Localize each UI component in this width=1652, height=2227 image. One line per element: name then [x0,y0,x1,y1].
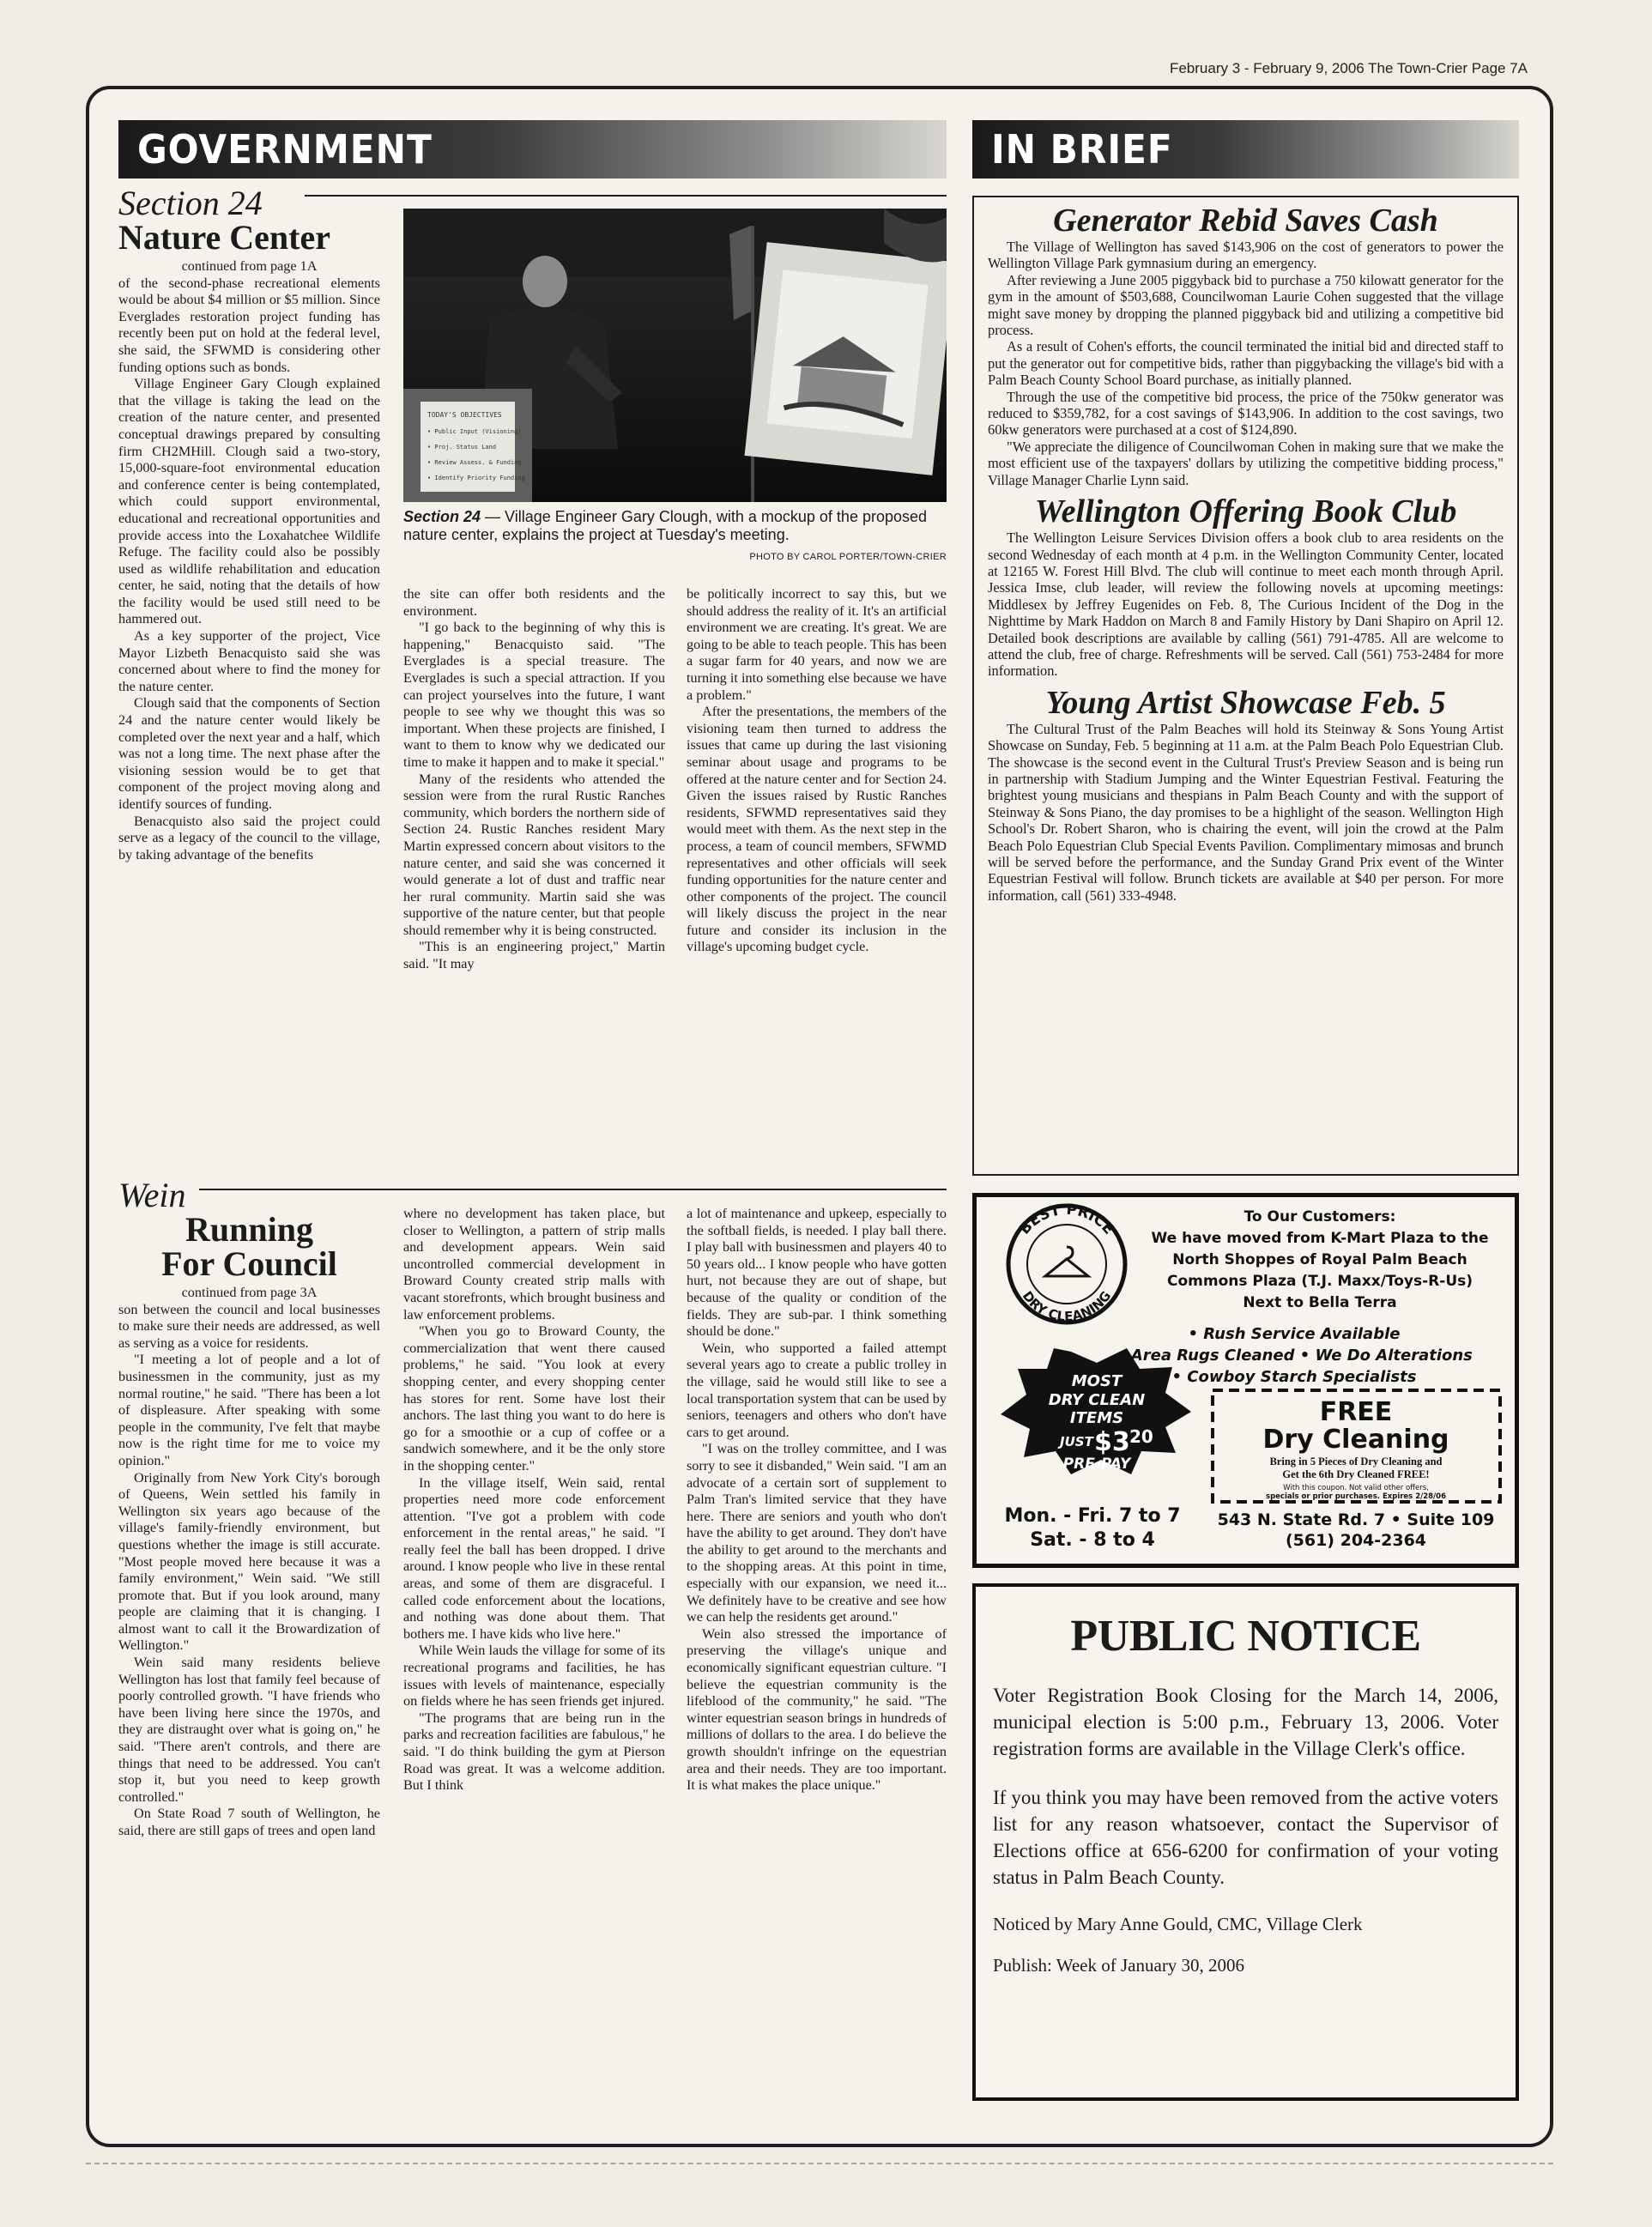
ad-notice-line: North Shoppes of Royal Palm Beach [1172,1251,1467,1268]
star-cents: 20 [1129,1426,1153,1447]
brief-body [988,530,1504,680]
page-folio: February 3 - February 9, 2006 The Town-Crier Page 7A [1169,60,1528,76]
star-line: DRY CLEAN [1048,1391,1146,1409]
wein-headline-line-1: Running [185,1210,313,1249]
brief-body [988,239,1504,488]
ad-artwork [977,1197,1515,1564]
ad-notice-line: Commons Plaza (T.J. Maxx/Toys-R-Us) [1166,1273,1473,1290]
nature-col2-para: "This is an engineering project," Martin said. "It may [403,939,665,972]
ad-hours-2: Sat. - 8 to 4 [1030,1529,1155,1551]
wein-column-1 [118,1178,380,2097]
nature-column-1 [118,186,380,1160]
best-price-logo [1008,1201,1125,1324]
photo-caption-lead: Section 24 [403,508,481,525]
coupon-fine-2: specials or prior purchases. Expires 2/28/06 [1266,1492,1446,1501]
wein-col1-para: "I meeting a lot of people and a lot of businessmen in the community, just as my normal routine," he said. "There has been a lot of displeasure. After speaking with some people in the community, I've felt that maybe now is the right time for me to voice my opinion." [118,1352,380,1468]
wein-col2-para: where no development has taken place, but closer to Wellington, a pattern of strip malls and development appears. Wein said uncontrolled commercial development in Broward County created strip malls with vacant storefronts, which brought business and law enforcement problems. [403,1206,665,1322]
brief-headline: Wellington Offering Book Club [1034,493,1457,530]
star-line: ITEMS [1069,1409,1124,1427]
government-banner-label: GOVERNMENT [137,126,433,172]
news-photo [403,209,947,502]
photo-sign-line: • Public Input (Visioning) [427,428,522,435]
public-notice-title: PUBLIC NOTICE [1070,1612,1421,1661]
logo-top-text: BEST PRICE [1016,1201,1117,1238]
government-banner [118,120,947,179]
svg-text:BEST PRICE [1016,1201,1117,1238]
photo-sign-line: TODAY'S OBJECTIVES [427,411,502,419]
star-line: PRE-PAY [1062,1455,1131,1473]
wein-col3-para: a lot of maintenance and upkeep, especially to the softball fields, is needed. I play ball there. I play ball with businessmen and players 40 to 50 years old... I know people who have gotten hurt, not because they are out of shape, but because of the quality or condition of the fields. They are sub-par. I think something should be done." [687,1206,947,1340]
ad-address: 543 N. State Rd. 7 • Suite 109 [1217,1510,1495,1529]
in-brief-banner-label: IN BRIEF [991,126,1173,172]
wein-kicker: Wein [118,1178,186,1214]
brief-para: The Wellington Leisure Services Division offers a book club to area residents on the second Wednesday of each month at 4 p.m. in the Wellington Community Center, located at 12165 W. Forest Hill Blvd. The club will continue to meet each month through April. Jessica Imse, club leader, will review the following novels at upcoming meetings: Middlesex by Jeffrey Eugenides on Feb. 8, The Curious Incident of the Dog in the Nighttime by Mark Haddon on March 8 and Family History by Dani Shapiro on April 12. Detailed book descriptions are available by calling (561) 791-4785. All are welcome to attend the club, free of charge. Refreshments will be served. Call (561) 753-2484 for more information. [988,530,1504,680]
nature-column-2 [403,586,665,1171]
wein-col1-para: Wein said many residents believe Wellington has lost that family feel because of poorly controlled growth. "I have friends who have been living here since the 1970s, and they are distraught over what is going on," he said. "There aren't controls, and there are things that need to be addressed. You can't stop it, but you need to keep growth controlled." [118,1655,380,1805]
wein-col2-para: "When you go to Broward County, the commercialization that went there caused problems," he said. "You look at every shopping center, and every shopping center has stores for rent. Some have lost their anchors. The last thing you want to do here is go for a smoothie or a cup of coffee or a sandwich somewhere, and it be the only store in the shopping center." [403,1323,665,1474]
coupon-title-1: FREE [1319,1397,1393,1427]
star-price: $3 [1094,1427,1130,1457]
nature-col1-para: Clough said that the components of Section 24 and the nature center would likely be completed over the next year and a half, which was not a long time. The next phase after the visioning session would be to get that component of the project moving along and identify sources of funding. [118,695,380,812]
ad-bullet: • Area Rugs Cleaned • We Do Alterations [1116,1346,1473,1365]
free-coupon [1213,1390,1500,1502]
photo-sign-line: • Identify Priority Funding [427,475,525,481]
nature-col2-para: the site can offer both residents and the environment. [403,586,665,619]
nature-col2-para: Many of the residents who attended the session were from the rural Rustic Ranches community, which borders the northern side of Section 24. Rustic Ranches resident Mary Martin expressed concern about visitors to the nature center, and said she was concerned it would generate a lot of dust and traffic near her rural community. Martin said she was supportive of the nature center, but that people should remember why it is being constructed. [403,771,665,938]
public-notice-para: Voter Registration Book Closing for the March 14, 2006, municipal election is 5:00 p.m., February 13, 2006. Voter registration forms are available in the Village Clerk's office. [993,1685,1498,1759]
wein-col1-para: son between the council and local businesses to make sure their needs are addressed, as well as serving as a voice for residents. [118,1301,380,1351]
wein-col2-para: While Wein lauds the village for some of its recreational programs and facilities, he has issues with levels of maintenance, especially on fields where he has seen friends get injured. [403,1643,665,1710]
ad-notice-line: To Our Customers: [1244,1208,1396,1225]
brief-para: Through the use of the competitive bid process, the price of the 750kw generator was reduced to $359,782, for a cost savings of $143,906. In addition to the cost savings, two 60kw generators were purchased at a cost of $124,890. [988,388,1504,439]
wein-col3-para: Wein also stressed the importance of preserving the village's unique and economically significant equestrian culture. "I believe the equestrian community is the lifeblood of the community," he said. "The winter equestrian season brings in hundreds of millions of dollars to the area. I do believe the growth shouldn't infringe on the equestrian area and their needs. They are too important. It is what makes the place unique." [687,1625,947,1794]
brief-body [988,721,1504,904]
wein-column-2 [403,1206,665,2098]
brief-headline: Young Artist Showcase Feb. 5 [1045,684,1446,721]
nature-col1-para: As a key supporter of the project, Vice Mayor Lizbeth Benacquisto said she was concerned about where to find the money for the nature center. [118,628,380,694]
in-brief-box [972,196,1519,1176]
coupon-text-1: Bring in 5 Pieces of Dry Cleaning and [1269,1455,1443,1468]
public-notice-para: If you think you may have been removed from the active voters list for any reason whatsoever, contact the Supervisor of Elections office at 656-6200 for confirmation of your voting status in Palm Beach County. [993,1787,1498,1888]
nature-col3-para: be politically incorrect to say this, but we should address the reality of it. It's an artificial environment we are creating. It's great. We are going to be able to teach people. This has been a sugar farm for 40 years, and now we are turning it into something else because we have a problem." [687,586,947,703]
dry-cleaning-ad [972,1193,1519,1568]
ad-notice-line: We have moved from K-Mart Plaza to the [1151,1230,1489,1247]
bottom-edge-decoration [86,2163,1553,2167]
coupon-title-2: Dry Cleaning [1262,1425,1449,1455]
photo-sign-line: • Proj. Status Land [427,444,497,451]
wein-col2-para: "The programs that are being run in the parks and recreation facilities are fabulous," he said. "I do think building the gym at Pierson Road was great. It was a welcome addition. But I think [403,1710,665,1794]
nature-col1-para: Village Engineer Gary Clough explained that the village is taking the lead on the creation of the nature center, and presented conceptual drawings prepared by consulting firm CH2MHill. Clough said a two-story, 15,000-square-foot environmental education and conference center is being contemplated, which could support environmental, educational and recreational opportunities and provide access into the Loxahatchee Wildlife Refuge. The facility could also be possibly used as wildlife rehabilitation and education center, he said, noting that the details of how the facility would be used still need to be hammered out. [118,376,380,627]
ad-bullet: • Rush Service Available [1188,1325,1401,1343]
photo-caption-text: — Village Engineer Gary Clough, with a mockup of the proposed nature center, explains the project at Tuesday's meeting. [403,508,928,543]
price-starburst [1001,1348,1191,1474]
nature-top-rule [305,195,947,197]
wein-col1-para: On State Road 7 south of Wellington, he said, there are still gaps of trees and open land [118,1806,380,1838]
star-line: MOST [1071,1372,1123,1390]
wein-col2-para: In the village itself, Wein said, rental properties need more code enforcement attention. "I've got a problem with code enforcement in the rental areas," he said. "I really feel the ball has been dropped. I drive around. I know people who live in these rental areas, and some of them are disgraceful. I called code enforcement about the locations, and nothing was done about them. That bothers me. I have kids who live here." [403,1474,665,1642]
nature-col1-para: Benacquisto also said the project could serve as a legacy of the council to the village, by taking advantage of the benefits [118,813,380,862]
public-notice-signature: Noticed by Mary Anne Gould, CMC, Village Clerk [993,1914,1363,1934]
ad-phone: (561) 204-2364 [1285,1531,1427,1550]
nature-continued-line: continued from page 1A [181,258,318,274]
photo-credit: PHOTO BY CAROL PORTER/TOWN-CRIER [749,552,947,562]
coupon-fine-1: With this coupon. Not valid other offers, [1283,1484,1429,1492]
nature-headline: Nature Center [118,218,330,257]
svg-text:DRY CLEANING [1020,1288,1115,1324]
photo-caption [403,508,947,544]
news-photo-image [403,209,947,502]
public-notice-box [972,1583,1519,2101]
brief-para: After reviewing a June 2005 piggyback bid to purchase a 750 kilowatt generator for the gym in the amount of $503,688, Councilwoman Laurie Cohen suggested that the village might save money by dropping the planned piggyback bid and utilizing a competitive bid process. [988,271,1504,339]
brief-para: The Cultural Trust of the Palm Beaches will hold its Steinway & Sons Young Artist Showcase on Sunday, Feb. 5 beginning at 11 a.m. at the Palm Beach Polo Equestrian Club. The showcase is the second event in the Cultural Trust's Preview Season and is being run in partnership with Stadium Jumping and the Winter Equestrian Festival. Featuring the brightest young musicians and thespians in Palm Beach County and with the support of Steinway & Sons Piano, the day promises to be a highlight of the season. Wellington High School's Dr. Robert Sharon, who is chairing the event, will join the crowd at the Palm Beach Polo Equestrian Club Special Events Pavilion. Complimentary mimosas and brunch will be served before the performance, and the Sunday Grand Prix event of the Winter Equestrian Festival will follow. Brunch tickets are available at $40 per person. For more information, call (561) 333-4948. [988,720,1504,904]
wein-col1-para: Originally from New York City's borough of Queens, Wein settled his family in Wellington six years ago because of the village's family-friendly environment, but questions whether the image is still accurate. "Most people moved here because it was a family environment," Wein said. "We still promote that. But if you look around, many people are claiming that it is changing. I almost want to call it the Browardization of Wellington." [118,1469,380,1654]
logo-bottom-text: DRY CLEANING [1019,1288,1115,1325]
wein-col3-para: "I was on the trolley committee, and I was sorry to see it disbanded," Wein said. "I am an advocate of a certain sort of supplement to Palm Tran's limited service that they have here. There are seniors and youth who don't have the ability to get around. They don't have the ability to get around to the merchants and to the shopping areas. At this point in time, especially with our expansion, we need it... We definitely have to be creative and see how we can help the residents get around." [687,1441,947,1625]
wein-column-3 [687,1206,947,2098]
ad-hours-1: Mon. - Fri. 7 to 7 [1004,1505,1181,1527]
public-notice-publish-date: Publish: Week of January 30, 2006 [993,1955,1245,1976]
nature-kicker: Section 24 [118,186,263,222]
nature-col1-para: of the second-phase recreational elements would be about $4 million or $5 million. Since Everglades restoration project funding has recently been put on hold at the federal level, she said, the SFWMD is considering other funding options such as bonds. [118,275,380,375]
ad-notice-line: Next to Bella Terra [1243,1294,1397,1311]
wein-continued-line: continued from page 3A [181,1285,318,1300]
wein-headline-line-2: For Council [161,1244,337,1283]
wein-col3-para: Wein, who supported a failed attempt several years ago to create a public trolley in the village, said he would still like to see a local transportation system that can be used by seniors, teenagers and others who don't have cars to get around. [687,1340,947,1440]
nature-column-3 [687,586,947,1171]
brief-para: The Village of Wellington has saved $143,906 on the cost of generators to power the Wellington Village Park gymnasium during an emergency. [988,239,1504,272]
star-line: JUST [1060,1434,1093,1449]
in-brief-banner [972,120,1519,179]
nature-col3-para: After the presentations, the members of the visioning team then turned to address the issues that came up during the last visioning seminar about usage and programs to be offered at the nature center and for Section 24. Given the issues raised by Rustic Ranches residents, SFWMD representatives said they would meet with them. As the next step in the process, a team of council members, SFWMD representatives and other officials will seek funding opportunities for the nature center and other components of the project. The council will likely discuss the project in the near future and consider its inclusion in the village's upcoming budget cycle. [687,704,947,955]
brief-headline: Generator Rebid Saves Cash [1053,203,1438,239]
coupon-text-2: Get the 6th Dry Cleaned FREE! [1282,1468,1430,1480]
nature-col2-para: "I go back to the beginning of why this is happening," Benacquisto said. "The Everglades is a special treasure. The Everglades is such a special attraction. If you can project yourselves into the future, I want people to see why we thought this was so important. When these projects are finished, I want to them to know why we dedicated our time to make it happen and to make it special." [403,620,665,770]
hanger-icon [1045,1247,1088,1276]
ad-bullet: • Cowboy Starch Specialists [1171,1368,1417,1386]
brief-para: As a result of Cohen's efforts, the council terminated the initial bid and directed staff to put the generator out for competitive bids, rather than piggybacking the village's bid with a Palm Beach County School Board purchase, as initially planned. [988,338,1504,389]
brief-para: "We appreciate the diligence of Councilwoman Cohen in making sure that we make the most efficient use of the taxpayers' dollars by utilizing the competitive bidding process," Village Manager Charlie Lynn said. [988,438,1504,488]
photo-sign-line: • Review Assess. & Funding [427,459,522,466]
